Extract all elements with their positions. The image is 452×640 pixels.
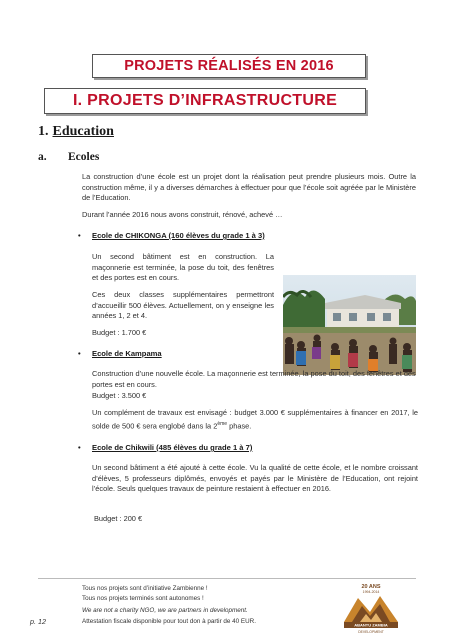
chikonga-paragraph-2: Ces deux classes supplémentaires permettront d’accueillir 500 élèves. Actuellement, on y enseigne les années 1, 2 et 4.: [92, 290, 274, 321]
section-title: I. PROJETS D’INFRASTRUCTURE: [44, 88, 366, 114]
logo-tagline: DEVELOPMENT: [358, 630, 384, 634]
project-title: Ecole de Kampama: [92, 349, 162, 358]
abantu-zambia-logo: [340, 582, 402, 634]
project-title: Ecole de Chikwili (485 élèves du grade 1 à 7): [92, 443, 253, 452]
page-number: p. 12: [30, 617, 46, 626]
footer-line-4: Attestation fiscale disponible pour tout don à partir de 40 EUR.: [82, 618, 256, 625]
footer-line-1: Tous nos projets sont d’initiative Zambienne !: [82, 585, 208, 592]
bullet-kampama: • Ecole de Kampama: [78, 349, 162, 358]
kampama-budget: Budget : 3.500 €: [92, 391, 147, 400]
kampama-complement-end: phase.: [227, 421, 252, 431]
heading-education: [38, 124, 114, 140]
school-building-photo: [283, 275, 416, 375]
heading-ecoles: [38, 151, 99, 163]
kampama-paragraph-1: Construction d’une nouvelle école. La maçonnerie est terminée, la pose du toit, des fenêtres et des portes est en cours.: [92, 369, 416, 389]
chikwili-paragraph-1: Un second bâtiment a été ajouté à cette école. Vu la qualité de cette école, et le nombre croissant d’élèves, 5 professeurs diplômés, envoyés et payés par le Ministère de l’Education, ont rejoint l’école. Seuls quelques travaux de peinture restaient à effectuer en 2016.: [92, 463, 418, 494]
footer-line-3: We are not a charity NGO, we are partners in development.: [82, 607, 248, 614]
logo-anniversary: 20 ANS: [361, 584, 381, 590]
chikonga-paragraph-1: Un second bâtiment est en construction. La maçonnerie est terminée, la pose du toit, des fenêtres et des portes est en cours.: [92, 252, 274, 283]
chikwili-budget: Budget : 200 €: [94, 514, 143, 523]
footer-line-2: Tous nos projets terminés sont autonomes !: [82, 595, 204, 602]
kampama-complement-text: Un complément de travaux est envisagé : budget 3.000 € supplémentaires à financer en 2017, le solde de 500 € sera englobé dans la 2: [92, 408, 418, 431]
logo-years: 1994-2014: [362, 590, 380, 594]
footer-divider: [38, 578, 416, 579]
subheading-text: Ecoles: [68, 151, 100, 163]
intro-paragraph: La construction d’une école est un projet dont la réalisation peut prendre plusieurs mois. Outre la construction même, il y a diverses démarches à effectuer pour que l’école soit agréée par le Ministère de l’Education.: [82, 172, 416, 203]
bullet-chikwili: • Ecole de Chikwili (485 élèves du grade 1 à 7): [78, 443, 253, 452]
banner-title: PROJETS RÉALISÉS EN 2016: [92, 54, 366, 78]
kampama-complement-sup: ème: [217, 420, 228, 427]
bullet-chikonga: • Ecole de CHIKONGA (160 élèves du grade 1 à 3): [78, 231, 265, 240]
kampama-complement: [92, 408, 418, 432]
subheading-number: a.: [38, 151, 47, 163]
heading-number: 1.: [38, 124, 49, 139]
intro-lead: Durant l’année 2016 nous avons construit, rénové, achevé …: [82, 210, 283, 219]
chikonga-budget: Budget : 1.700 €: [92, 328, 147, 337]
project-title: Ecole de CHIKONGA (160 élèves du grade 1 à 3): [92, 231, 265, 240]
logo-name: ABANTU ZAMBIA: [354, 622, 388, 628]
heading-text: Education: [52, 124, 114, 139]
